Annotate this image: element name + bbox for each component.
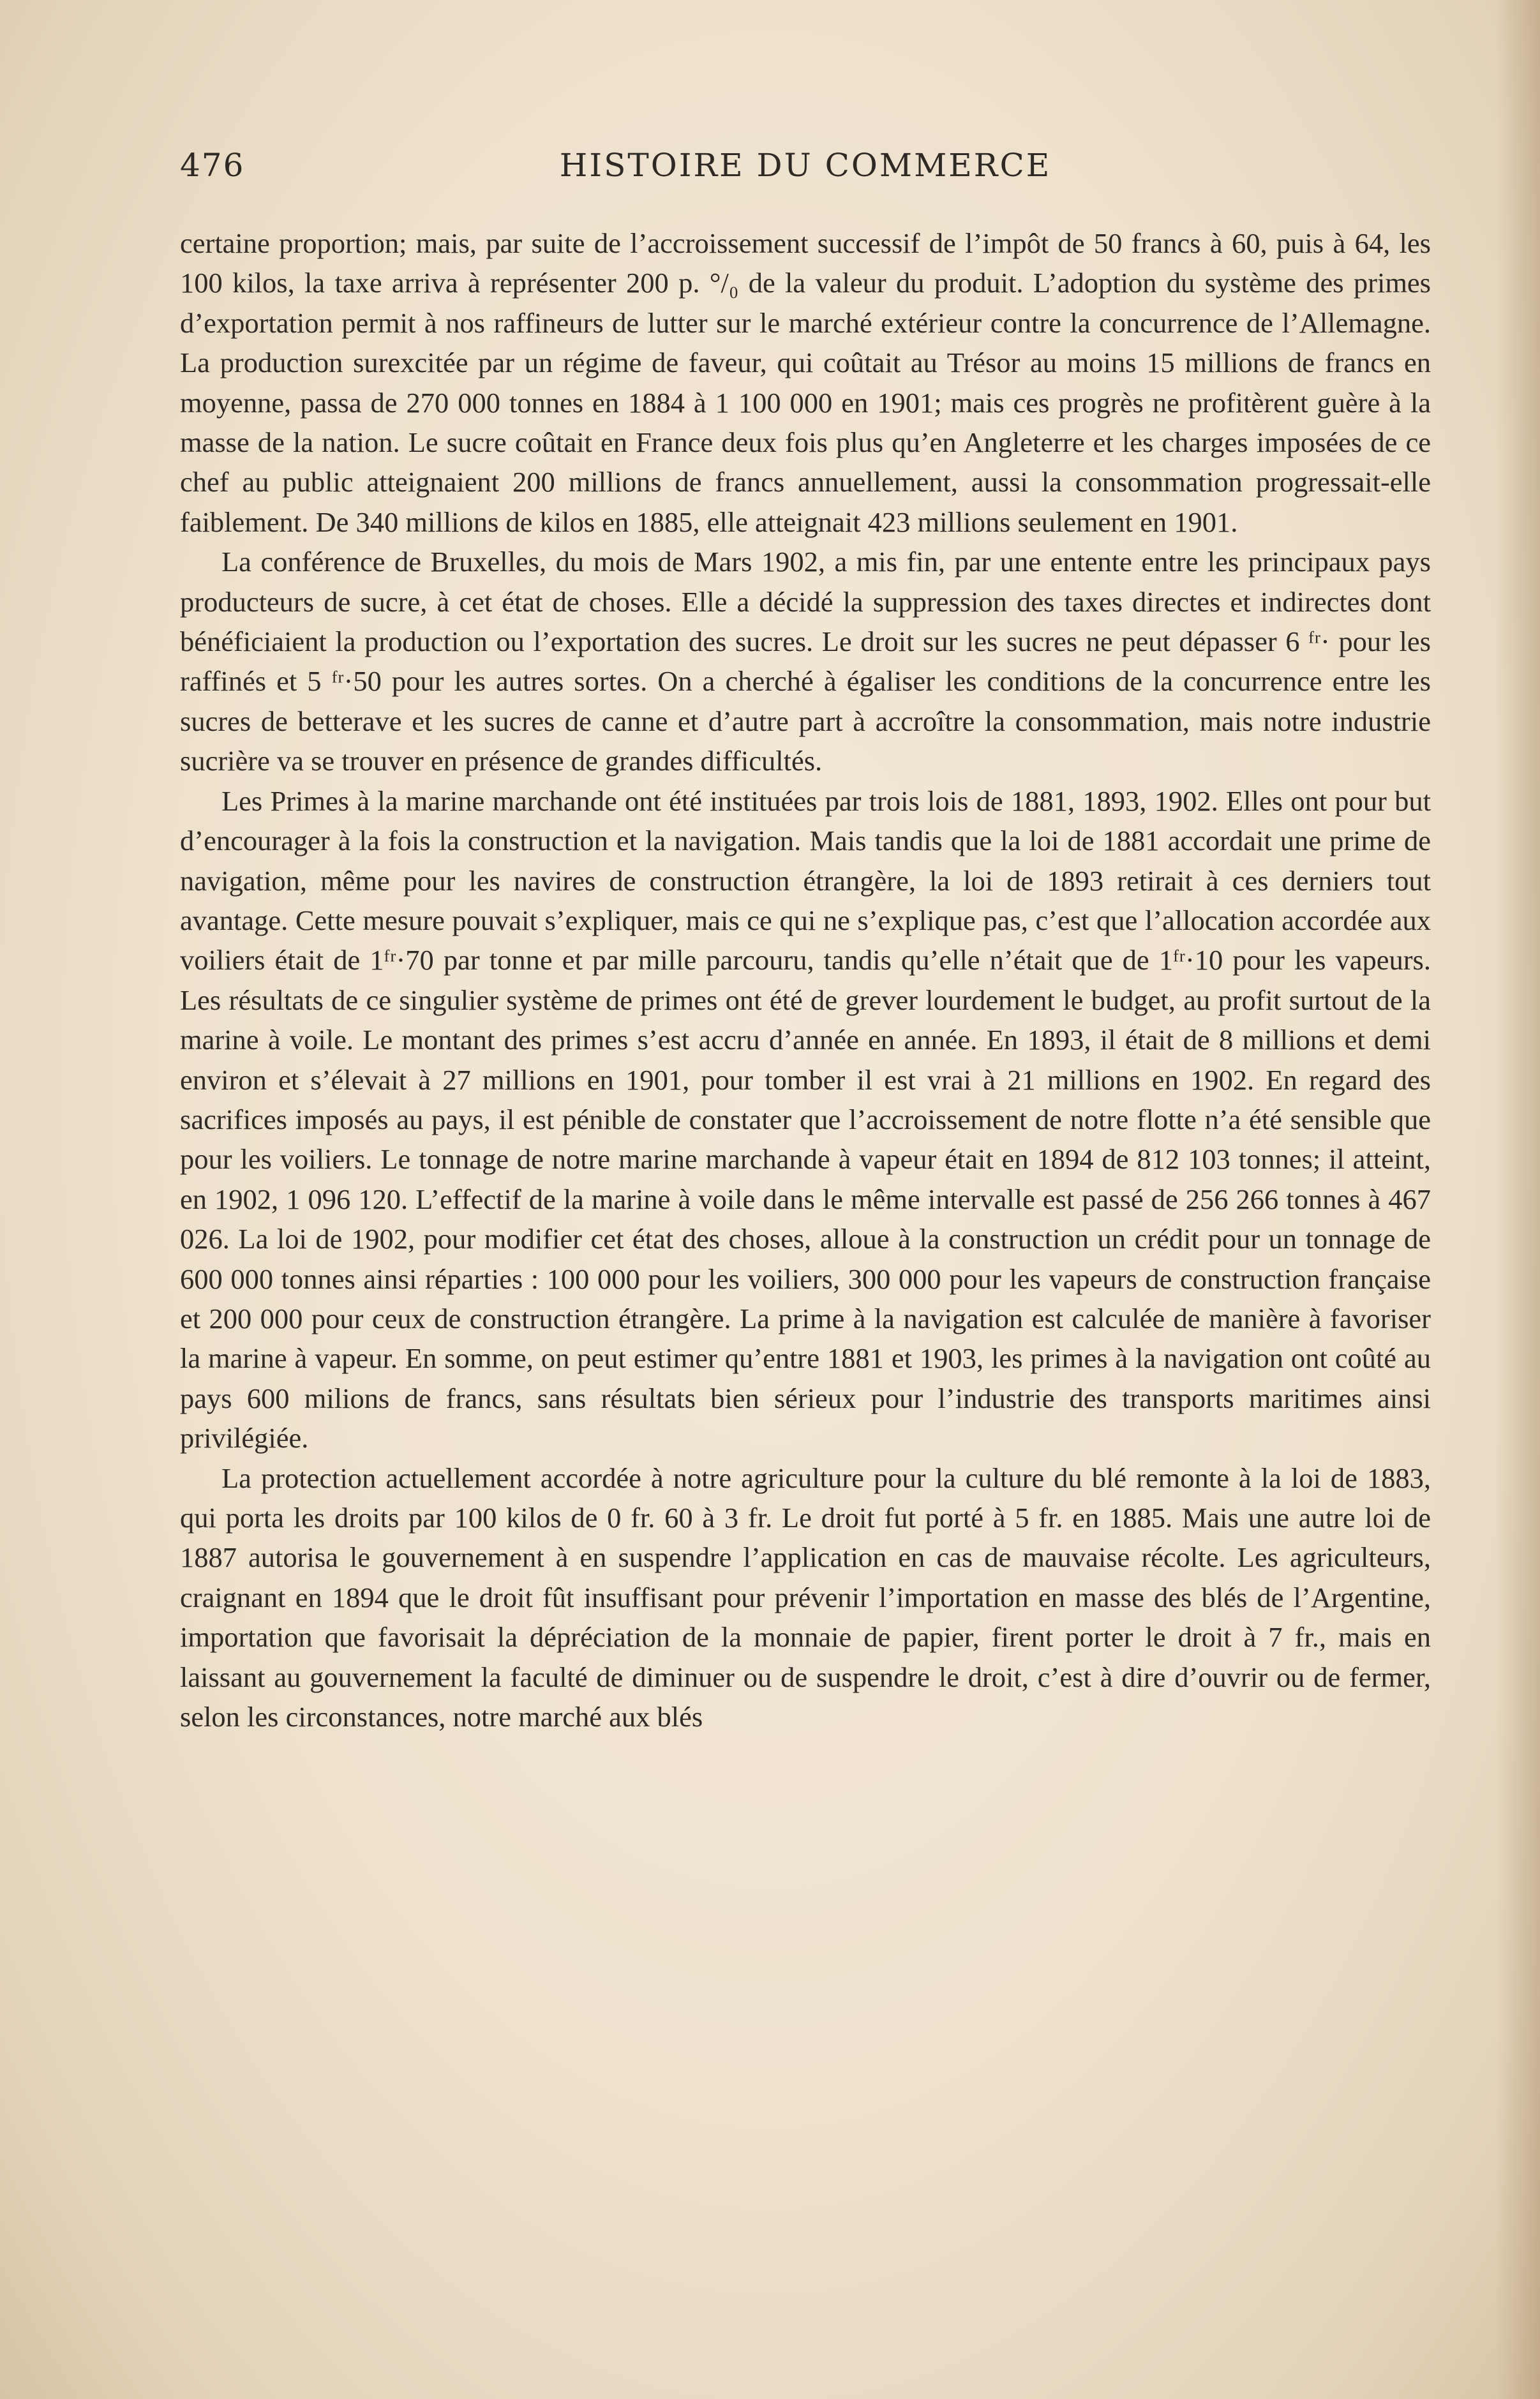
paragraph-merchant-marine-primes: Les Primes à la marine marchande ont été instituées par trois lois de 1881, 1893, 1902. Elles ont pour but d’encourager à la fois la construction et la navigation. Mais tandis que la loi de 1881 accordait une prime de navigation, même pour les navires de construction étrangère, la loi de 1893 retirait à ces derniers tout avantage. Cette mesure pouvait s’expliquer, mais ce qui ne s’explique pas, c’est que l’allocation accordée aux voiliers était de 1ᶠʳ·70 par tonne et par mille parcouru, tandis qu’elle n’était que de 1ᶠʳ·10 pour les vapeurs. Les résultats de ce singulier système de primes ont été de grever lourdement le budget, au profit surtout de la marine à voile. Le montant des primes s’est accru d’année en année. En 1893, il était de 8 millions et demi environ et s’élevait à 27 millions en 1901, pour tomber il est vrai à 21 millions en 1902. En regard des sacrifices imposés au pays, il est pénible de constater que l’accroissement de notre flotte n’a été sensible que pour les voiliers. Le tonnage de notre marine marchande à vapeur était en 1894 de 812 103 tonnes; il atteint, en 1902, 1 096 120. L’effectif de la marine à voile dans le même intervalle est passé de 256 266 tonnes à 467 026. La loi de 1902, pour modifier cet état des choses, alloue à la construction un crédit pour un tonnage de 600 000 tonnes ainsi réparties : 100 000 pour les voiliers, 300 000 pour les vapeurs de construction française et 200 000 pour ceux de construction étrangère. La prime à la navigation est calculée de manière à favoriser la marine à vapeur. En somme, on peut estimer qu’entre 1881 et 1903, les primes à la navigation ont coûté au pays 600 milions de francs, sans résultats bien sérieux pour l’industrie des transports maritimes ainsi privilégiée. <box>180 784 1431 1454</box>
running-title: HISTOIRE DU COMMERCE <box>559 147 1052 184</box>
page-header <box>180 147 1431 191</box>
page-edge-shadow <box>1495 0 1540 2399</box>
page-number: 476 <box>180 147 245 184</box>
paragraph-brussels-conference: La conférence de Bruxelles, du mois de Mars 1902, a mis fin, par une entente entre les principaux pays producteurs de sucre, à cet état de choses. Elle a décidé la suppression des taxes directes et indirectes dont bénéficiaient la production ou l’exportation des sucres. Le droit sur les sucres ne peut dépasser 6 ᶠʳ· pour les raffinés et 5 ᶠʳ·50 pour les autres sortes. On a cherché à égaliser les conditions de la concurrence entre les sucres de betterave et les sucres de canne et d’autre part à accroître la consommation, mais notre industrie sucrière va se trouver en présence de grandes difficultés. <box>180 546 1431 777</box>
body-text <box>180 223 1431 1737</box>
paragraph-agriculture-protection: La protection actuellement accordée à notre agriculture pour la culture du blé remonte à la loi de 1883, qui porta les droits par 100 kilos de 0 fr. 60 à 3 fr. Le droit fut porté à 5 fr. en 1885. Mais une autre loi de 1887 autorisa le gouvernement à en suspendre l’application en cas de mauvaise récolte. Les agriculteurs, craignant en 1894 que le droit fût insuffisant pour prévenir l’importation en masse des blés de l’Argentine, importation que favorisait la dépréciation de la monnaie de papier, firent porter le droit à 7 fr., mais en laissant au gouvernement la faculté de diminuer ou de suspendre le droit, c’est à dire d’ouvrir ou de fermer, selon les circonstances, notre marché aux blés <box>180 1461 1431 1733</box>
paragraph-sugar-taxes: certaine proportion; mais, par suite de l’accroissement successif de l’impôt de 50 francs à 60, puis à 64, les 100 kilos, la taxe arriva à représenter 200 p. °/₀ de la valeur du produit. L’adoption du système des primes d’exportation permit à nos raffineurs de lutter sur le marché extérieur contre la concurrence de l’Allemagne. La production surexcitée par un régime de faveur, qui coûtait au Trésor au moins 15 millions de francs en moyenne, passa de 270 000 tonnes en 1884 à 1 100 000 en 1901; mais ces progrès ne profitèrent guère à la masse de la nation. Le sucre coûtait en France deux fois plus qu’en Angleterre et les charges imposées de ce chef au public atteignaient 200 millions de francs annuellement, aussi la consommation progressait-elle faiblement. De 340 millions de kilos en 1885, elle atteignait 423 millions seulement en 1901. <box>180 227 1431 538</box>
